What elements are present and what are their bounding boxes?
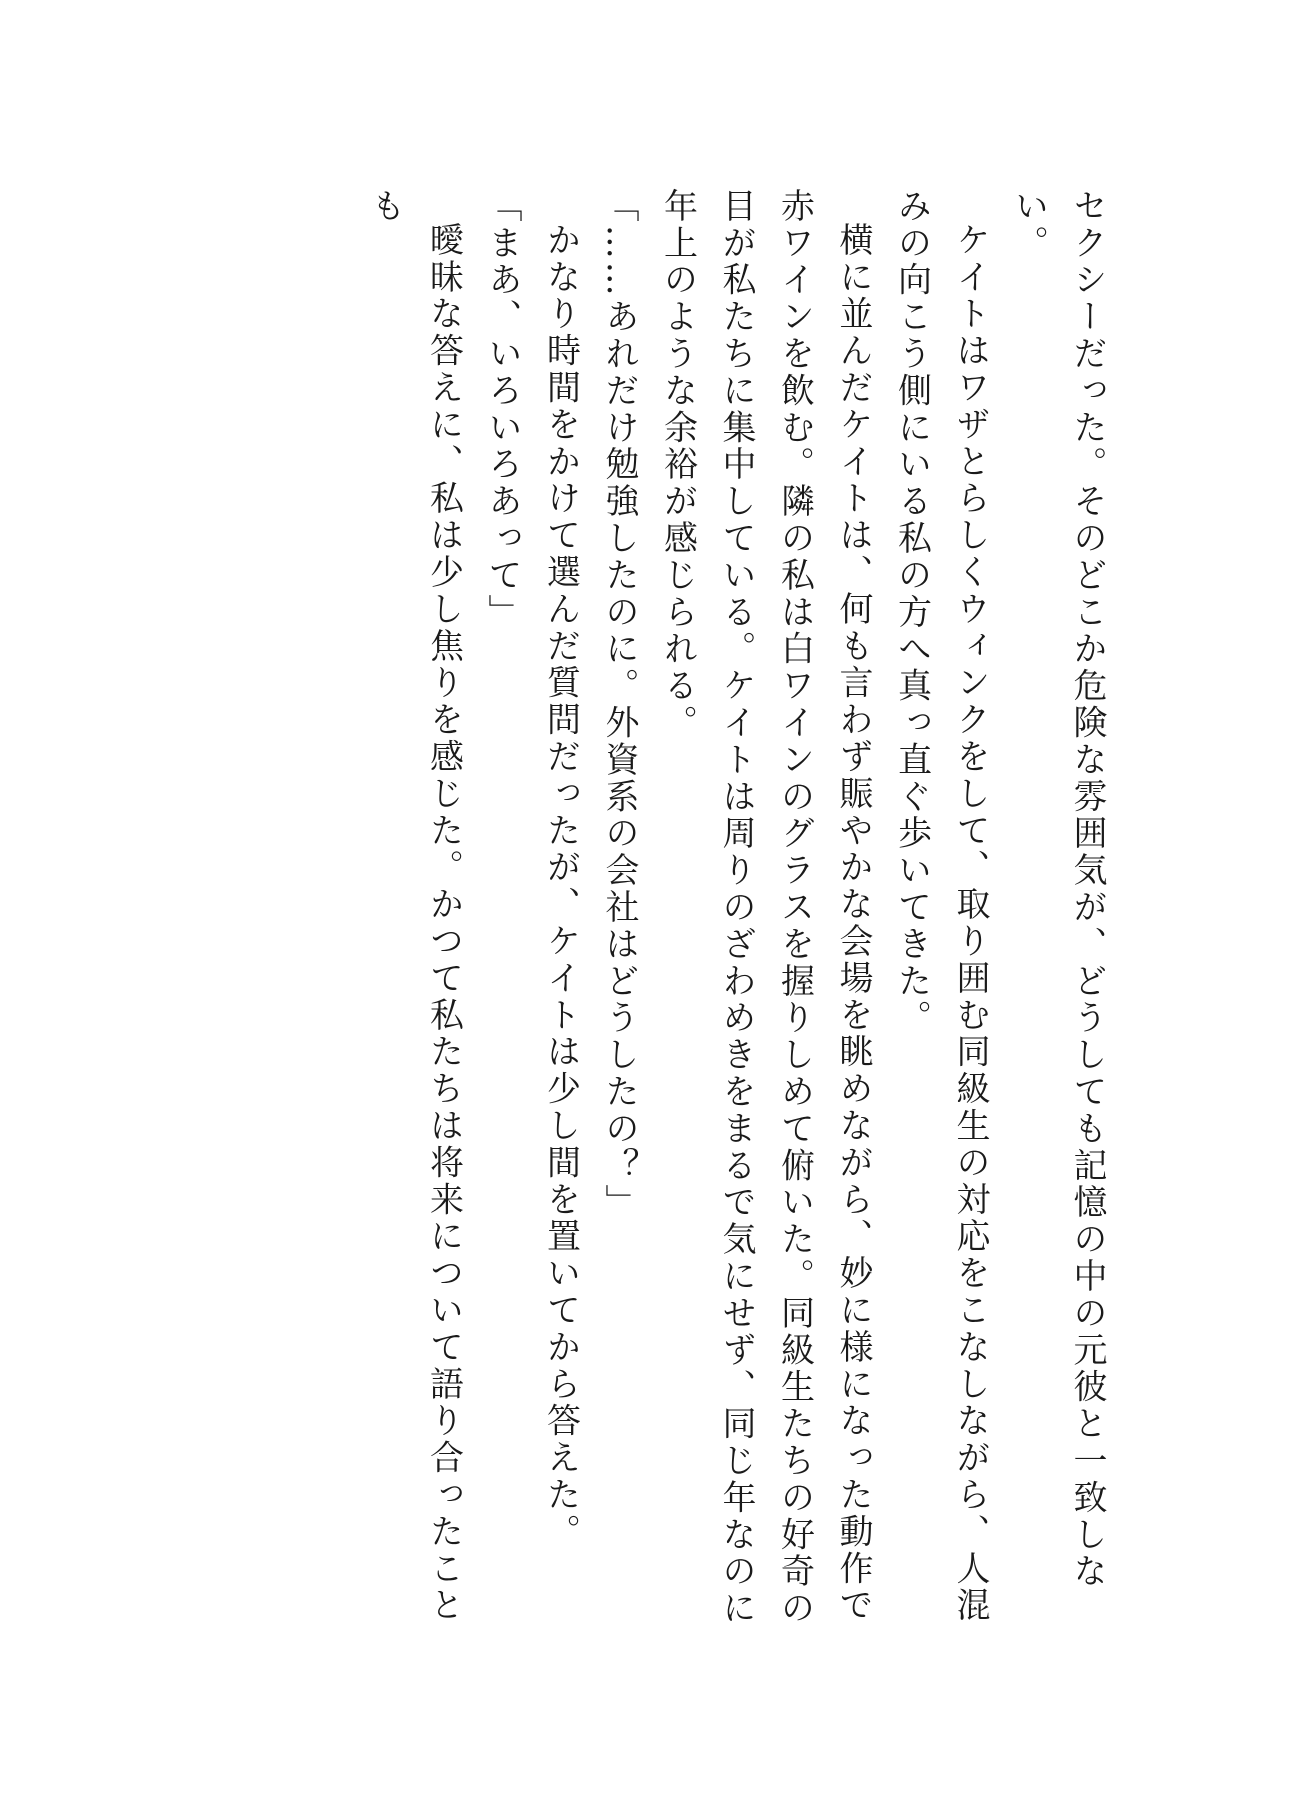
paragraph-1: セクシーだった。そのどこか危険な雰囲気が、どうしても記憶の中の元彼と一致しない。 [1008,188,1107,1591]
dialogue-1: 「……あれだけ勉強したのに。外資系の会社はどうしたの？」 [599,188,639,1222]
paragraph-4: かなり時間をかけて選んだ質問だったが、ケイトは少し間を置いてから答えた。 [540,222,581,1551]
paragraph-2: ケイトはワザとらしくウィンクをして、取り囲む同級生の対応をこなしながら、人混みの向こう側にいる私の方へ真っ直ぐ歩いてきた。 [891,188,990,1625]
vertical-text-body [356,188,1117,1633]
paragraph-5: 曖昧な答えに、私は少し焦りを感じた。かつて私たちは将来について語り合ったことも [365,188,464,1625]
dialogue-2: 「まあ、いろいろあって」 [482,188,522,631]
paragraph-3: 横に並んだケイトは、何も言わず賑やかな会場を眺めながら、妙に様になった動作で赤ワインを飲む。隣の私は白ワインのグラスを握りしめて俯いた。同級生たちの好奇の目が私たちに集中している。ケイトは周りのざわめきをまるで気にせず、同じ年なのに年上のような余裕が感じられる。 [657,188,873,1628]
